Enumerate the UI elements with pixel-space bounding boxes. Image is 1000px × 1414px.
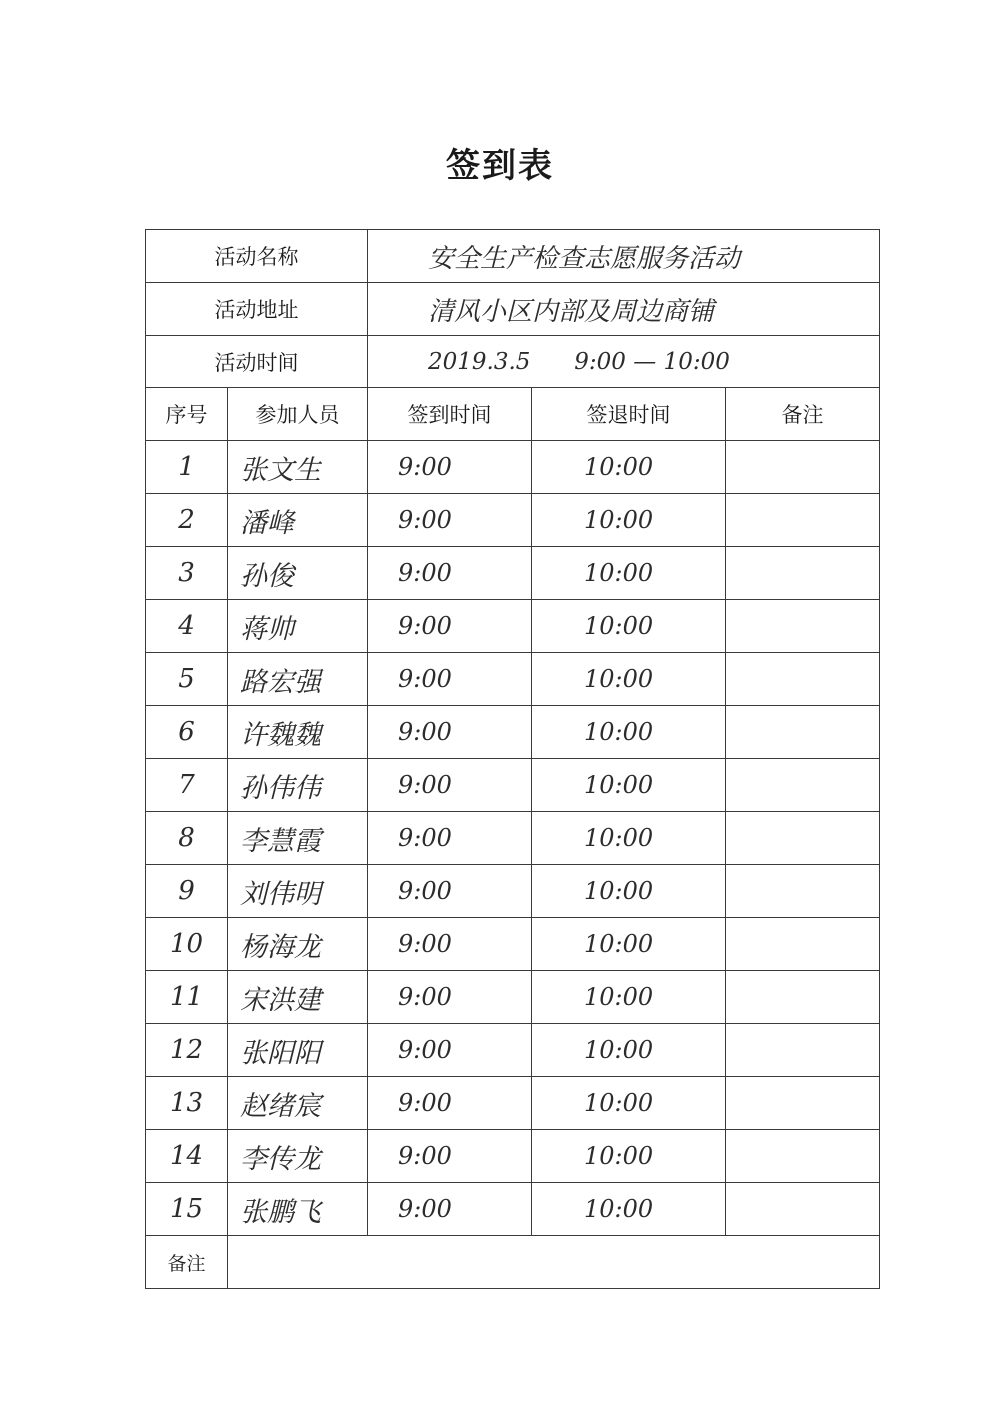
row-number: 8 <box>146 812 228 865</box>
checkout-time: 10:00 <box>532 1130 726 1183</box>
participant-signature: 路宏强 <box>228 653 368 706</box>
checkout-time: 10:00 <box>532 971 726 1024</box>
table-row <box>146 1183 880 1236</box>
row-remark <box>726 600 880 653</box>
table-row <box>146 706 880 759</box>
checkin-time: 9:00 <box>368 547 532 600</box>
row-number: 11 <box>146 971 228 1024</box>
checkin-time: 9:00 <box>368 706 532 759</box>
activity-name-value: 安全生产检查志愿服务活动 <box>368 230 880 283</box>
row-remark <box>726 971 880 1024</box>
checkin-time: 9:00 <box>368 1024 532 1077</box>
activity-address-value: 清风小区内部及周边商铺 <box>368 283 880 336</box>
header-remark: 备注 <box>726 388 880 441</box>
row-remark <box>726 1130 880 1183</box>
row-number: 7 <box>146 759 228 812</box>
table-row <box>146 1130 880 1183</box>
row-number: 12 <box>146 1024 228 1077</box>
checkout-time: 10:00 <box>532 441 726 494</box>
row-number: 5 <box>146 653 228 706</box>
header-seq: 序号 <box>146 388 228 441</box>
checkin-time: 9:00 <box>368 600 532 653</box>
row-remark <box>726 812 880 865</box>
participant-signature: 张阳阳 <box>228 1024 368 1077</box>
table-row <box>146 812 880 865</box>
activity-time-label: 活动时间 <box>146 336 368 388</box>
page-title: 签到表 <box>446 146 554 186</box>
checkin-time: 9:00 <box>368 918 532 971</box>
table-row <box>146 494 880 547</box>
header-participant: 参加人员 <box>228 388 368 441</box>
row-remark <box>726 494 880 547</box>
participant-signature: 宋洪建 <box>228 971 368 1024</box>
participant-signature: 张鹏飞 <box>228 1183 368 1236</box>
checkout-time: 10:00 <box>532 547 726 600</box>
table-row <box>146 971 880 1024</box>
row-remark <box>726 1077 880 1130</box>
checkin-time: 9:00 <box>368 441 532 494</box>
participant-signature: 张文生 <box>228 441 368 494</box>
participant-signature: 赵绪宸 <box>228 1077 368 1130</box>
footer-remark-label: 备注 <box>146 1236 228 1289</box>
participant-signature: 刘伟明 <box>228 865 368 918</box>
checkin-time: 9:00 <box>368 1130 532 1183</box>
header-checkout: 签退时间 <box>532 388 726 441</box>
row-number: 4 <box>146 600 228 653</box>
checkout-time: 10:00 <box>532 918 726 971</box>
participant-signature: 潘峰 <box>228 494 368 547</box>
row-number: 13 <box>146 1077 228 1130</box>
checkout-time: 10:00 <box>532 1183 726 1236</box>
footer-remark-value <box>228 1236 880 1289</box>
checkin-time: 9:00 <box>368 1077 532 1130</box>
checkin-time: 9:00 <box>368 812 532 865</box>
row-remark <box>726 441 880 494</box>
checkin-time: 9:00 <box>368 653 532 706</box>
checkout-time: 10:00 <box>532 600 726 653</box>
checkout-time: 10:00 <box>532 1077 726 1130</box>
row-remark <box>726 1024 880 1077</box>
table-row <box>146 653 880 706</box>
header-checkin: 签到时间 <box>368 388 532 441</box>
checkin-time: 9:00 <box>368 971 532 1024</box>
participant-signature: 许魏魏 <box>228 706 368 759</box>
table-row <box>146 600 880 653</box>
row-remark <box>726 706 880 759</box>
checkout-time: 10:00 <box>532 812 726 865</box>
checkin-time: 9:00 <box>368 494 532 547</box>
participant-signature: 蒋帅 <box>228 600 368 653</box>
table-row <box>146 865 880 918</box>
checkin-time: 9:00 <box>368 865 532 918</box>
row-number: 15 <box>146 1183 228 1236</box>
activity-time-value: 2019.3.5 9:00 — 10:00 <box>368 336 880 388</box>
activity-address-label: 活动地址 <box>146 283 368 336</box>
row-remark <box>726 1183 880 1236</box>
row-number: 9 <box>146 865 228 918</box>
participant-signature: 孙伟伟 <box>228 759 368 812</box>
row-number: 1 <box>146 441 228 494</box>
row-number: 3 <box>146 547 228 600</box>
table-row <box>146 759 880 812</box>
checkout-time: 10:00 <box>532 865 726 918</box>
table-row <box>146 1077 880 1130</box>
table-row <box>146 918 880 971</box>
checkout-time: 10:00 <box>532 653 726 706</box>
row-number: 14 <box>146 1130 228 1183</box>
checkout-time: 10:00 <box>532 1024 726 1077</box>
row-remark <box>726 759 880 812</box>
row-remark <box>726 547 880 600</box>
participant-signature: 李慧霞 <box>228 812 368 865</box>
row-number: 10 <box>146 918 228 971</box>
participant-signature: 李传龙 <box>228 1130 368 1183</box>
table-row <box>146 547 880 600</box>
sign-in-sheet <box>145 229 880 1289</box>
checkin-time: 9:00 <box>368 759 532 812</box>
checkout-time: 10:00 <box>532 759 726 812</box>
row-number: 6 <box>146 706 228 759</box>
row-remark <box>726 653 880 706</box>
participant-signature: 杨海龙 <box>228 918 368 971</box>
row-remark <box>726 865 880 918</box>
checkout-time: 10:00 <box>532 494 726 547</box>
participant-signature: 孙俊 <box>228 547 368 600</box>
checkin-time: 9:00 <box>368 1183 532 1236</box>
checkout-time: 10:00 <box>532 706 726 759</box>
table-row <box>146 1024 880 1077</box>
table-row <box>146 441 880 494</box>
row-remark <box>726 918 880 971</box>
activity-name-label: 活动名称 <box>146 230 368 283</box>
row-number: 2 <box>146 494 228 547</box>
